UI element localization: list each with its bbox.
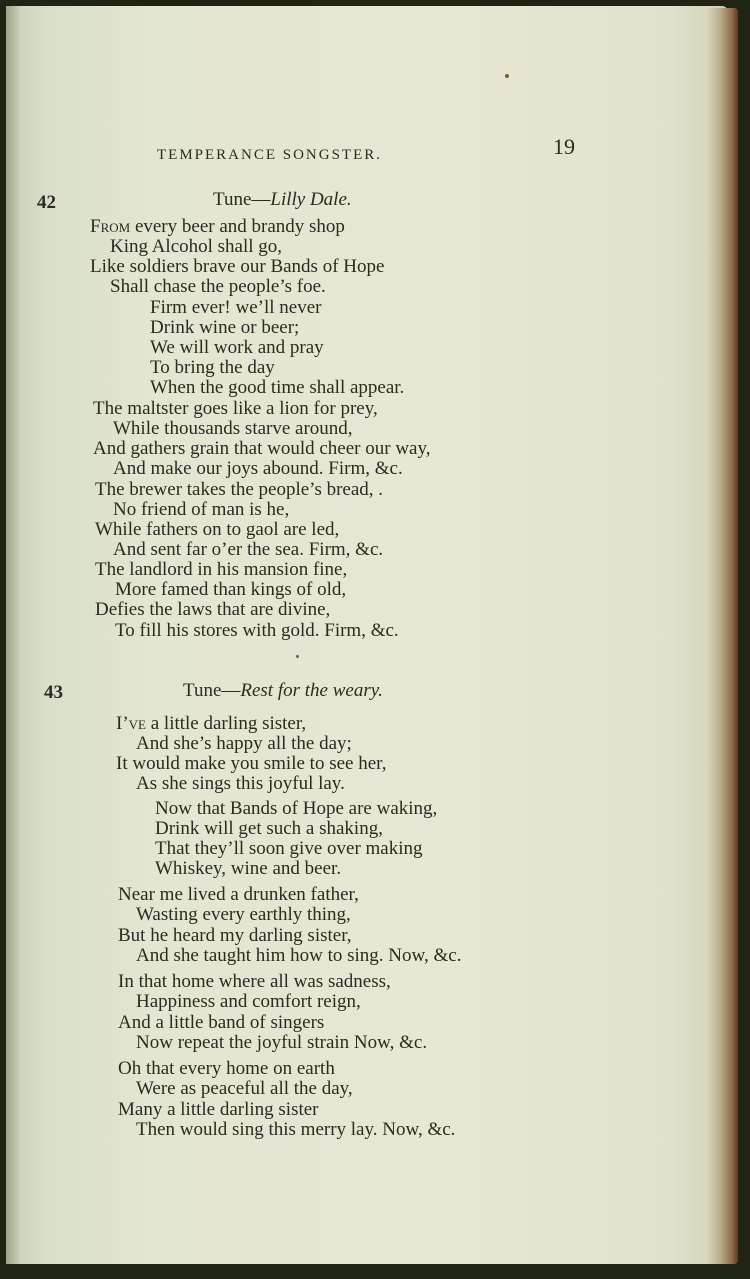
verse-line: The brewer takes the people’s bread, .	[95, 479, 384, 500]
verse-line: Now repeat the joyful strain Now, &c.	[136, 1032, 428, 1053]
verse-line: And make our joys abound. Firm, &c.	[113, 458, 403, 479]
ink-speck	[296, 655, 299, 658]
drop-word: From	[90, 216, 131, 237]
verse-line: Many a little darling sister	[118, 1099, 319, 1120]
tune-prefix: Tune—	[183, 680, 241, 701]
tune-name: Rest for the weary.	[240, 680, 383, 701]
verse-line-text: every beer and brandy shop	[130, 216, 345, 237]
verse-line: Like soldiers brave our Bands of Hope	[90, 256, 385, 277]
verse-line: It would make you smile to see her,	[116, 753, 387, 774]
verse-line: And a little band of singers	[118, 1012, 325, 1033]
verse-line	[90, 217, 345, 237]
verse-line: No friend of man is he,	[113, 499, 290, 520]
verse-line: And gathers grain that would cheer our way,	[93, 438, 431, 459]
ink-speck	[505, 74, 509, 78]
verse-line: And sent far o’er the sea. Firm, &c.	[113, 539, 384, 560]
tune-heading	[183, 681, 383, 701]
chorus-line: Drink will get such a shaking,	[155, 818, 383, 839]
chorus-line: That they’ll soon give over making	[155, 838, 423, 859]
tune-heading	[213, 190, 352, 210]
chorus-line: We will work and pray	[150, 337, 324, 358]
verse-line: More famed than kings of old,	[115, 579, 347, 600]
verse-line: As she sings this joyful lay.	[136, 773, 345, 794]
chorus-line: To bring the day	[150, 357, 275, 378]
page-number: 19	[553, 134, 575, 159]
verse-line: Wasting every earthly thing,	[136, 904, 351, 925]
hymn-number: 43	[44, 682, 63, 703]
drop-word: I’ve	[116, 713, 146, 734]
verse-line: But he heard my darling sister,	[118, 925, 352, 946]
verse-line: And she’s happy all the day;	[136, 733, 352, 754]
chorus-line: Whiskey, wine and beer.	[155, 858, 342, 879]
verse-line: Happiness and comfort reign,	[136, 991, 361, 1012]
verse-line-text: a little darling sister,	[145, 713, 307, 734]
verse-line: While thousands starve around,	[113, 418, 353, 439]
chorus-line: When the good time shall appear.	[150, 377, 405, 398]
verse-line: Were as peaceful all the day,	[136, 1078, 353, 1099]
verse-line: Then would sing this merry lay. Now, &c.	[136, 1119, 456, 1140]
tune-prefix: Tune—	[213, 189, 271, 210]
chorus-line: Drink wine or beer;	[150, 317, 300, 338]
chorus-line: Now that Bands of Hope are waking,	[155, 798, 438, 819]
verse-line: The landlord in his mansion fine,	[95, 559, 348, 580]
verse-line: In that home where all was sadness,	[118, 971, 391, 992]
verse-line: The maltster goes like a lion for prey,	[93, 398, 378, 419]
verse-line: Oh that every home on earth	[118, 1058, 335, 1079]
page-gutter	[6, 6, 20, 1264]
verse-line: While fathers on to gaol are led,	[95, 519, 340, 540]
verse-line: To fill his stores with gold. Firm, &c.	[115, 620, 399, 641]
verse-line: King Alcohol shall go,	[110, 236, 283, 257]
page-edge	[708, 8, 738, 1264]
verse-line	[116, 714, 306, 734]
chorus-line: Firm ever! we’ll never	[150, 297, 322, 318]
tune-name: Lilly Dale.	[270, 189, 352, 210]
verse-line: Defies the laws that are divine,	[95, 599, 331, 620]
verse-line: Near me lived a drunken father,	[118, 884, 359, 905]
hymn-number: 42	[37, 192, 56, 213]
verse-line: Shall chase the people’s foe.	[110, 276, 326, 297]
running-title: TEMPERANCE SONGSTER.	[157, 147, 383, 163]
verse-line: And she taught him how to sing. Now, &c.	[136, 945, 462, 966]
